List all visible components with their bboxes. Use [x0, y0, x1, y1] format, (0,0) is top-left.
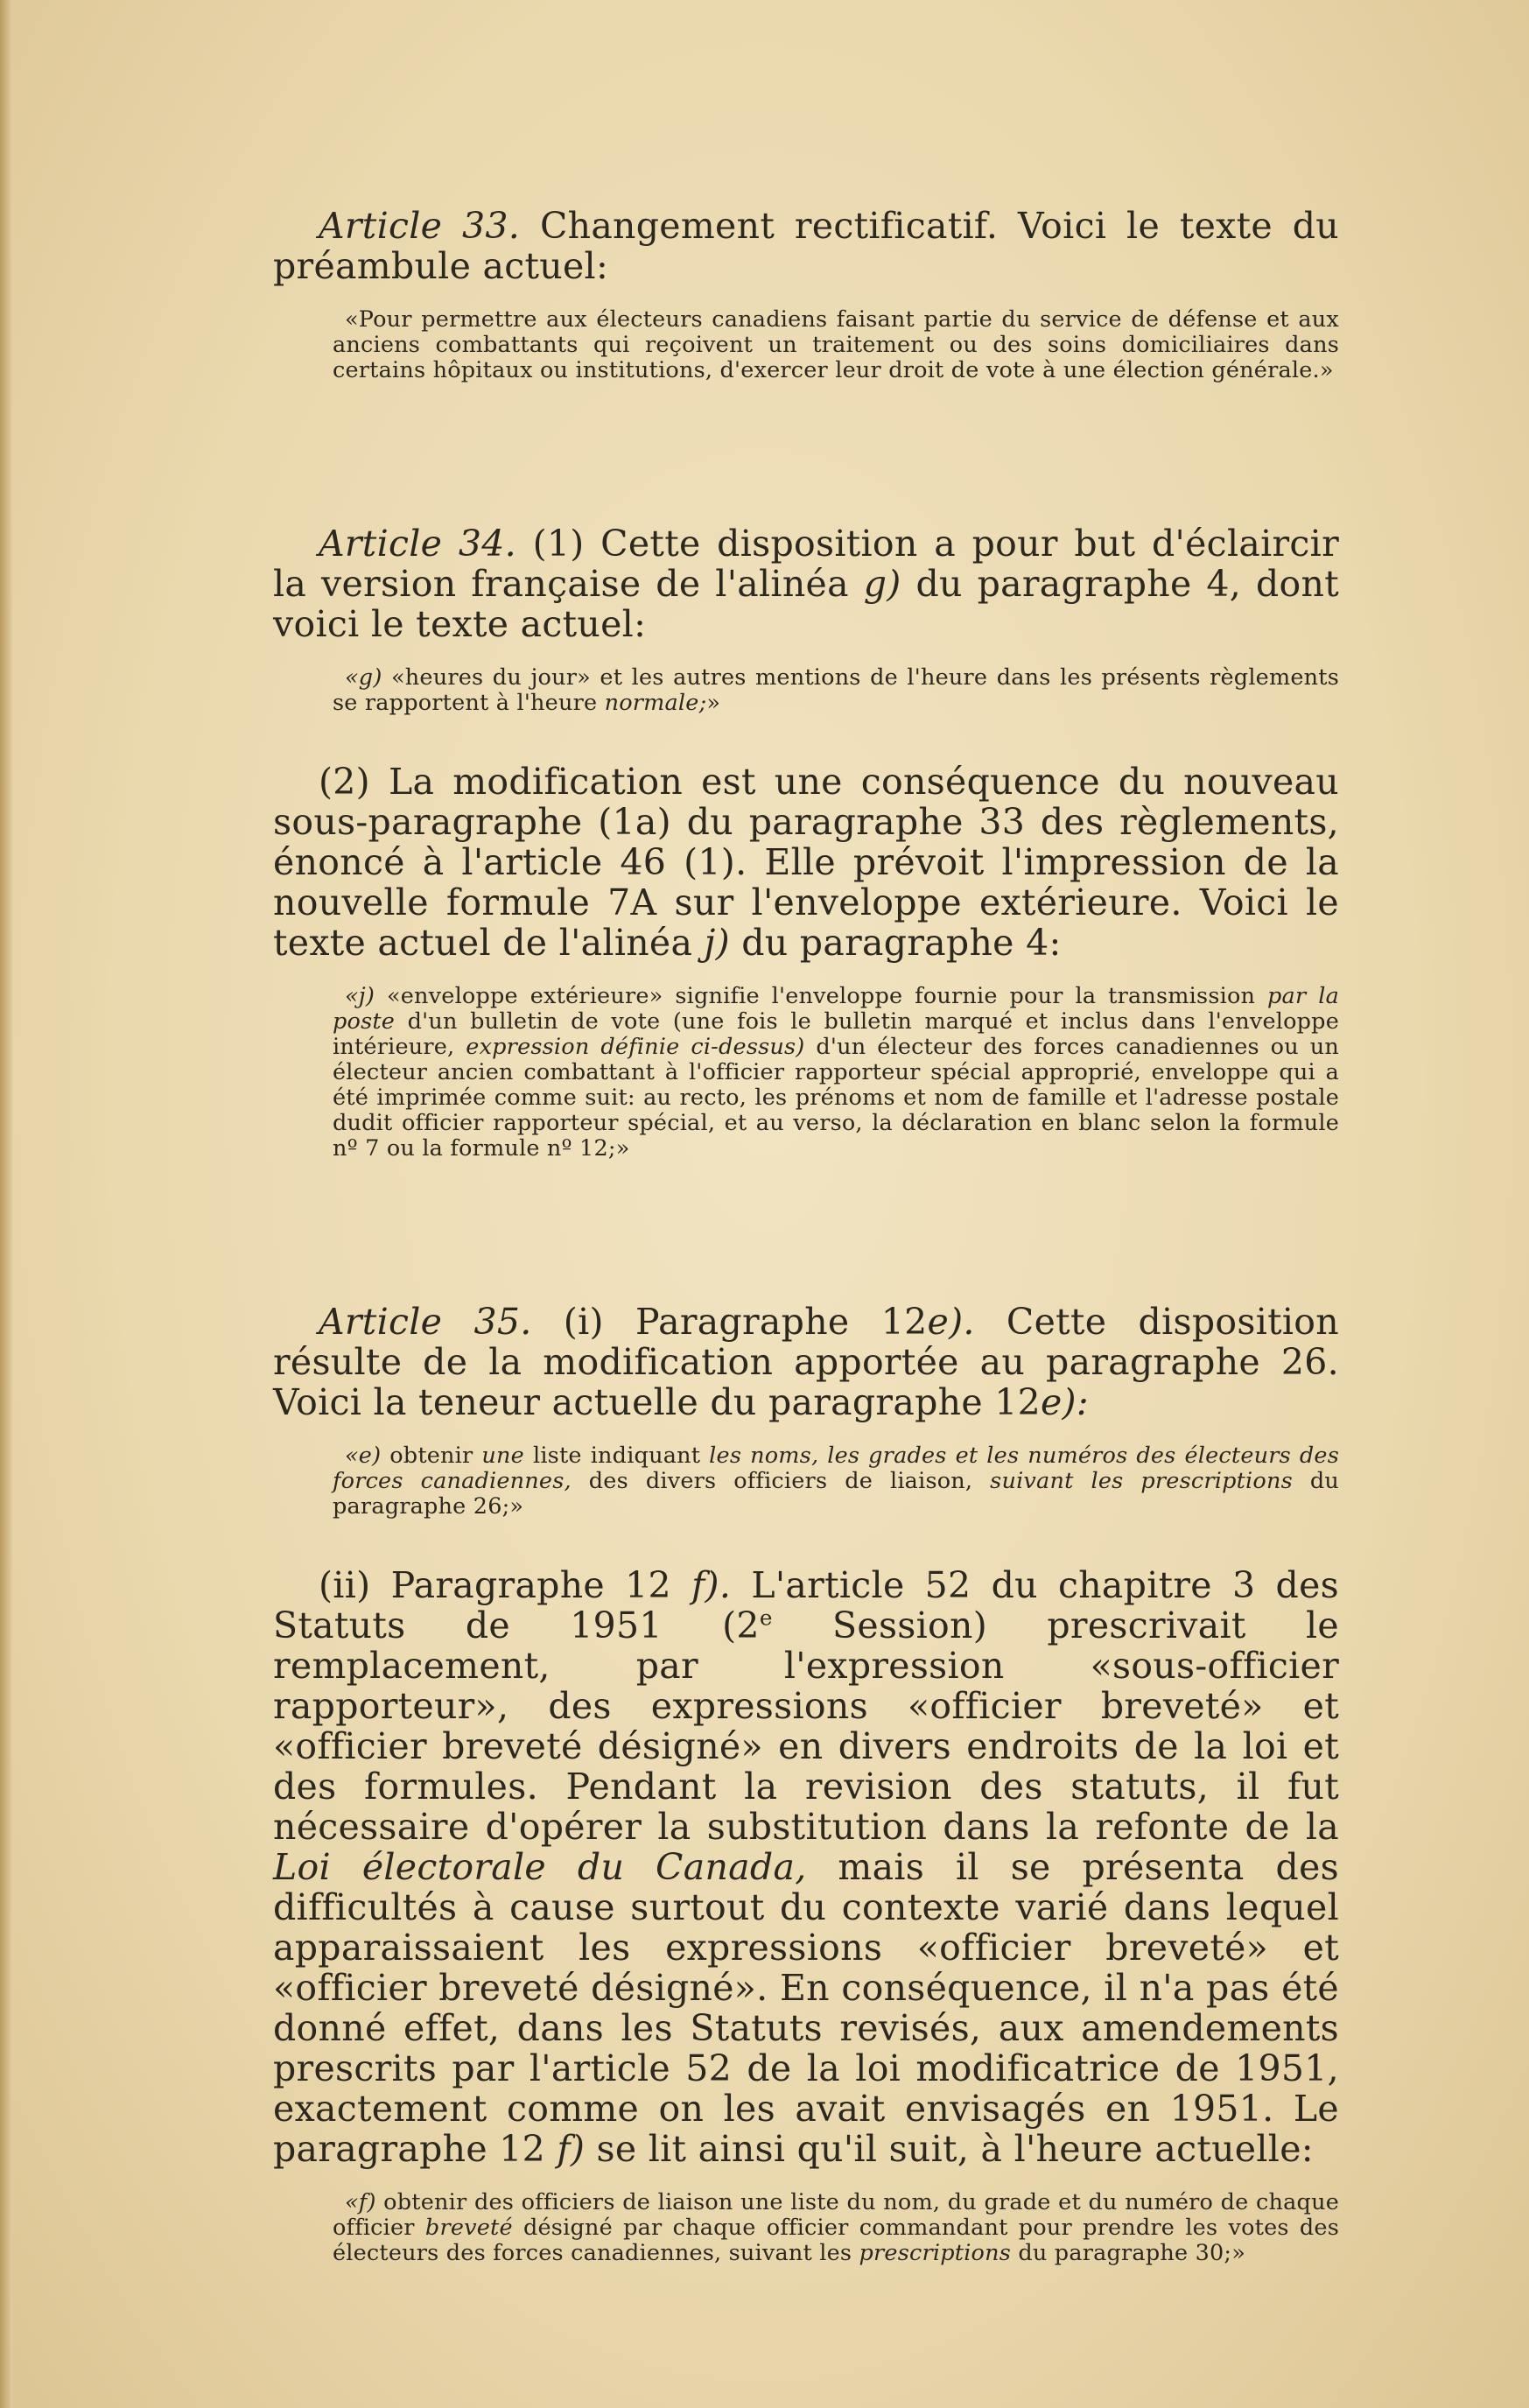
article-35-quote-1: «e) obtenir une liste indiquant les noms, les grades et les numéros des électeurs des forces canadiennes, des divers officiers de liaison, suivant les prescriptions du paragraphe 26;» — [333, 1443, 1340, 1520]
article-33-label: Article 33. — [319, 205, 521, 247]
article-35-paragraph-1: Article 35. (i) Paragraphe 12e). Cette disposition résulte de la modification apportée au paragraphe 26. Voici la teneur actuelle du paragraphe 12e): — [273, 1301, 1339, 1423]
article-34-paragraph-1: Article 34. (1) Cette disposition a pour but d'éclaircir la version française de l'alinéa g) du paragraphe 4, dont voici le texte actuel: — [273, 523, 1339, 645]
article-34-quote-1: «g) «heures du jour» et les autres mentions de l'heure dans les présents règlements se rapportent à l'heure normale;» — [333, 664, 1339, 716]
article-34-paragraph-2: (2) La modification est une conséquence du nouveau sous-paragraphe (1a) du paragraphe 33 des règlements, énoncé à l'article 46 (1). Elle prévoit l'impression de la nouvelle formule 7A sur l'enveloppe extérieure. Voici le texte actuel de l'alinéa j) du paragraphe 4: — [273, 761, 1339, 964]
article-35-label: Article 35. — [319, 1301, 532, 1343]
article-35-quote-2: «f) obtenir des officiers de liaison une liste du nom, du grade et du numéro de chaque officier breveté désigné par chaque officier commandant pour prendre les votes des électeurs des forces canadiennes, suivant les prescriptions du paragraphe 30;» — [333, 2189, 1339, 2266]
article-33-paragraph: Article 33. Changement rectificatif. Voici le texte du préambule actuel: — [273, 205, 1339, 287]
article-35-paragraph-2: (ii) Paragraphe 12 f). L'article 52 du chapitre 3 des Statuts de 1951 (2e Session) prescrivait le remplacement, par l'expression «sous-officier rapporteur», des expressions «officier breveté» et «officier breveté désigné» en divers endroits de la loi et des formules. Pendant la revision des statuts, il fut nécessaire d'opérer la substitution dans la refonte de la Loi électorale du Canada, mais il se présenta des difficultés à cause surtout du contexte varié dans lequel apparaissaient les expressions «officier breveté» et «officier breveté désigné». En conséquence, il n'a pas été donné effet, dans les Statuts revisés, aux amendements prescrits par l'article 52 de la loi modificatrice de 1951, exactement comme on les avait envisagés en 1951. Le paragraphe 12 f) se lit ainsi qu'il suit, à l'heure actuelle: — [273, 1564, 1340, 2170]
article-34-label: Article 34. — [319, 523, 516, 565]
article-33-quote: «Pour permettre aux électeurs canadiens faisant partie du service de défense et aux anciens combattants qui reçoivent un traitement ou des soins domiciliaires dans certains hôpitaux ou institutions, d'exercer leur droit de vote à une élection générale.» — [333, 306, 1339, 383]
page-edge — [0, 0, 12, 2408]
document-page — [273, 206, 1339, 2266]
article-34-quote-2: «j) «enveloppe extérieure» signifie l'enveloppe fournie pour la transmission par la poste d'un bulletin de vote (une fois le bulletin marqué et inclus dans l'enveloppe intérieure, expression définie ci-dessus) d'un électeur des forces canadiennes ou un électeur ancien combattant à l'officier rapporteur spécial approprié, enveloppe qui a été imprimée comme suit: au recto, les prénoms et nom de famille et l'adresse postale dudit officier rapporteur spécial, et au verso, la déclaration en blanc selon la formule nº 7 ou la formule nº 12;» — [333, 983, 1340, 1162]
